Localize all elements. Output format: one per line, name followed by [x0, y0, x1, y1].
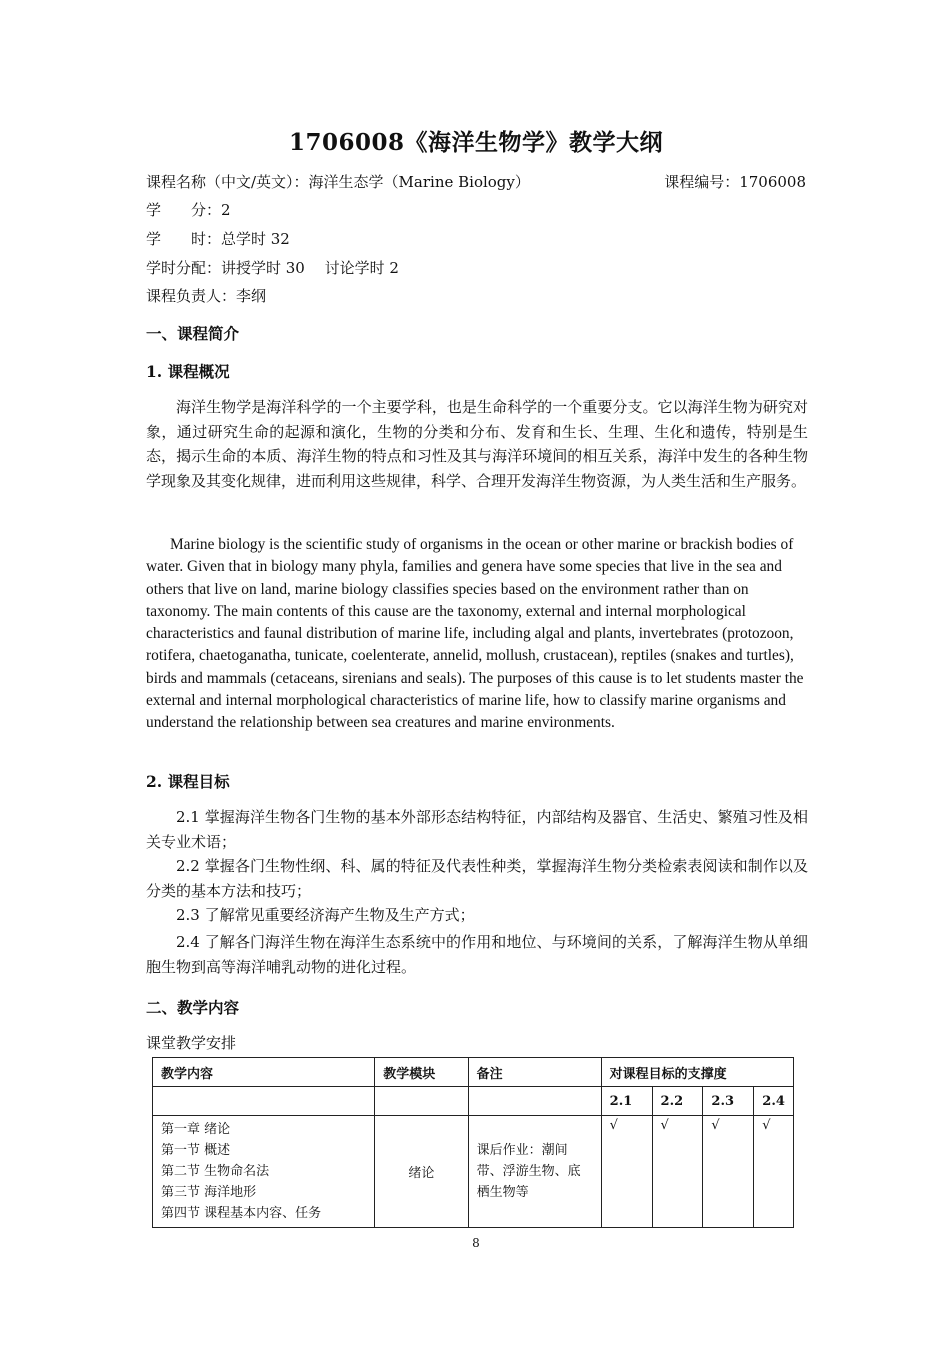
- teaching-schedule-table: [152, 1057, 794, 1228]
- table-row: [153, 1116, 794, 1228]
- course-code: 课程编号：1706008: [664, 173, 806, 191]
- page-number: 8: [472, 1236, 480, 1250]
- goal-item: 2.1 掌握海洋生物各门生物的基本外部形态结构特征，内部结构及器官、生活史、繁殖习性及相关专业术语；: [146, 808, 808, 851]
- course-lead: 课程负责人：李纲: [146, 287, 267, 305]
- module-cell: 绪论: [375, 1116, 468, 1228]
- goal-col-2-1: 2.1: [601, 1087, 652, 1116]
- support-mark: √: [601, 1116, 652, 1228]
- chapter-line: 第四节 课程基本内容、任务: [161, 1206, 322, 1221]
- overview-paragraph-en: Marine biology is the scientific study of organisms in the ocean or other marine or brackish bodies of water. Given that in biology many phyla, families and genera have some species that live in the sea and others that live on land, marine biology classifies species based on the environment rather than on taxonomy. The main contents of this cause are the taxonomy, external and internal morphological characteristics and faunal distribution of marine life, including algal and plants, invertebrates (protozoon, rotifera, chaetoganatha, tunicate, coelenterate, annelid, mollush, crustacean), reptiles (snakes and turtles), birds and mammals (cetaceans, sirenians and seals). The purposes of this cause is to let students master the external and internal morphological characteristics of marine life, how to classify marine organisms and understand the relationship between sea creatures and marine environments.: [146, 536, 804, 732]
- support-mark: √: [652, 1116, 703, 1228]
- goal-item: 2.2 掌握各门生物性纲、科、属的特征及代表性种类，掌握海洋生物分类检索表阅读和制作以及分类的基本方法和技巧；: [146, 857, 808, 900]
- overview-paragraph-cn: 海洋生物学是海洋科学的一个主要学科，也是生命科学的一个重要分支。它以海洋生物为研究对象，通过研究生命的起源和演化，生物的分类和分布、发育和生长、生理、生化和遗传，特别是生态，揭示生命的本质、海洋生物的特点和习性及其与海洋环境间的相互关系，海洋中发生的各种生物学现象及其变化规律，进而利用这些规律，科学、合理开发海洋生物资源，为人类生活和生产服务。: [146, 398, 808, 490]
- header-goal-support: 对课程目标的支撑度: [601, 1058, 793, 1087]
- subheading-overview: 1. 课程概况: [146, 362, 230, 381]
- content-cell: [153, 1116, 375, 1228]
- chapter-line: 第二节 生物命名法: [161, 1164, 270, 1179]
- goal-col-2-3: 2.3: [703, 1087, 754, 1116]
- subheading-goals: 2. 课程目标: [146, 772, 230, 791]
- table-header-row: [153, 1058, 794, 1087]
- credits: 学 分：2: [146, 201, 231, 219]
- note-cell: 课后作业：潮间带、浮游生物、底栖生物等: [468, 1116, 601, 1228]
- header-content: 教学内容: [153, 1058, 375, 1087]
- goal-col-2-2: 2.2: [652, 1087, 703, 1116]
- section-heading-content: 二、教学内容: [146, 998, 240, 1017]
- chapter-line: 第一节 概述: [161, 1143, 231, 1158]
- chapter-line: 第三节 海洋地形: [161, 1185, 257, 1200]
- goal-item: 2.3 了解常见重要经济海产生物及生产方式；: [176, 906, 475, 924]
- header-module: 教学模块: [375, 1058, 468, 1087]
- header-note: 备注: [468, 1058, 601, 1087]
- page-title: 1706008《海洋生物学》教学大纲: [288, 129, 664, 156]
- support-mark: √: [703, 1116, 754, 1228]
- chapter-line: 第一章 绪论: [161, 1122, 231, 1137]
- course-name: 课程名称（中文/英文）：海洋生态学（Marine Biology）: [146, 173, 530, 191]
- goal-item: 2.4 了解各门海洋生物在海洋生态系统中的作用和地位、与环境间的关系，了解海洋生物从单细胞生物到高等海洋哺乳动物的进化过程。: [146, 933, 808, 976]
- support-mark: √: [754, 1116, 794, 1228]
- hours-split: 学时分配：讲授学时 30 讨论学时 2: [146, 259, 399, 277]
- goal-col-2-4: 2.4: [754, 1087, 794, 1116]
- section-heading-intro: 一、课程简介: [146, 324, 240, 343]
- table-caption: 课堂教学安排: [146, 1034, 237, 1052]
- hours: 学 时：总学时 32: [146, 230, 290, 248]
- table-subheader-row: [153, 1087, 794, 1116]
